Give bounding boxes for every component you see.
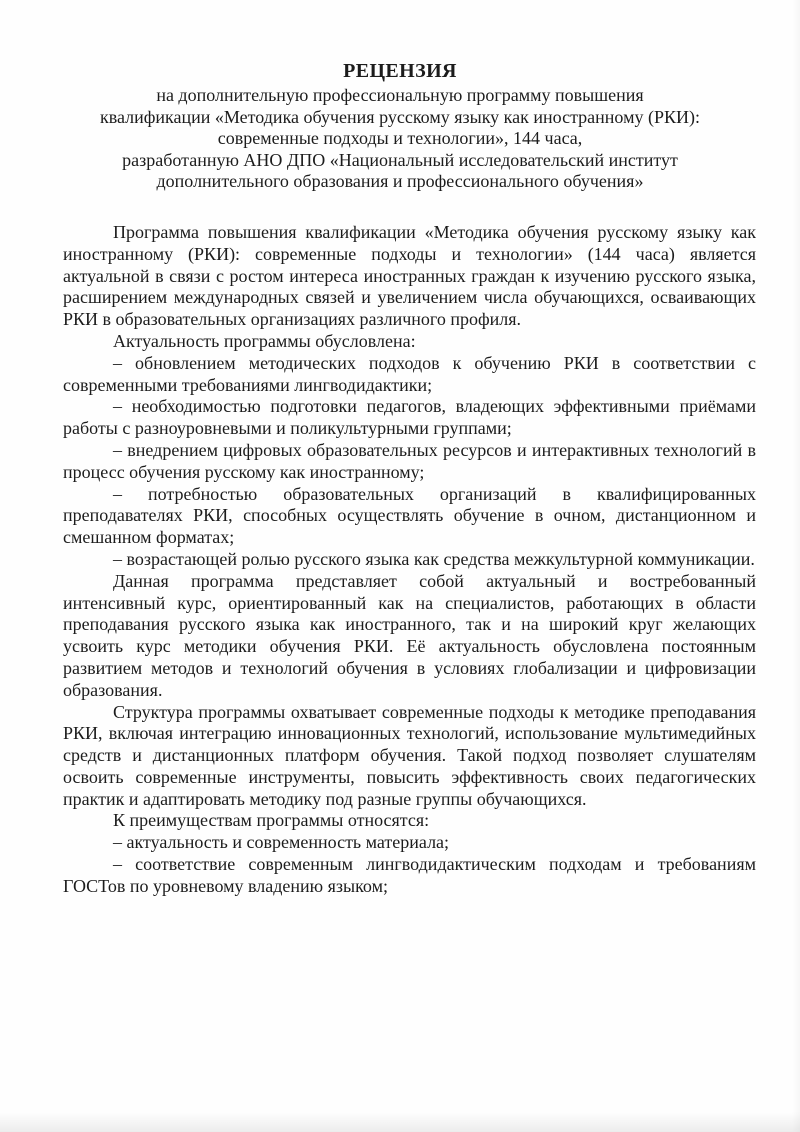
bullet-paragraph-teacher-training: – необходимостью подготовки педагогов, владеющих эффективными приёмами работы с разноуровневыми и поликультурными группами; <box>63 396 756 439</box>
bullet-paragraph-gost-compliance: – соответствие современным лингводидактическим подходам и требованиям ГОСТов по уровневому владению языком; <box>63 854 756 896</box>
document-title: РЕЦЕНЗИЯ <box>343 60 457 82</box>
paragraph-advantages-heading: К преимуществам программы относятся: <box>113 810 430 831</box>
paragraph-relevance-heading: Актуальность программы обусловлена: <box>113 330 416 351</box>
paragraph-program-description: Данная программа представляет собой актуальный и востребованный интенсивный курс, ориентированный как на специалистов, работающих в области преподавания русского языка как иностранного, так и на широкий круг желающих усвоить курс методики обучения РКИ. Её актуальность обусловлена постоянным развитием методов и технологий обучения в условиях глобализации и цифровизации образования. <box>63 570 756 700</box>
subtitle-line: современные подходы и технологии», 144 часа, <box>217 128 583 149</box>
document-body <box>0 222 800 898</box>
subtitle-line: разработанную АНО ДПО «Национальный исследовательский институт <box>122 149 678 170</box>
paragraph-program-structure: Структура программы охватывает современные подходы к методике преподавания РКИ, включая интеграцию инновационных технологий, использование мультимедийных средств и дистанционных платформ обучения. Такой подход позволяет слушателям освоить современные инструменты, повысить эффективность своих педагогических практик и адаптировать методику под разные группы обучающихся. <box>63 701 756 809</box>
subtitle-line: на дополнительную профессиональную программу повышения <box>156 85 644 105</box>
bullet-paragraph-digital-resources: – внедрением цифровых образовательных ресурсов и интерактивных технологий в процесс обучения русскому как иностранному; <box>63 439 756 482</box>
bullet-paragraph-relevance-of-material: – актуальность и современность материала; <box>113 832 450 853</box>
document-subtitle <box>0 85 800 193</box>
bullet-paragraph-methodology-update: – обновлением методических подходов к обучению РКИ в соответствии с современными требованиями лингводидактики; <box>63 352 756 395</box>
paragraph-intro: Программа повышения квалификации «Методика обучения русскому языку как иностранному (РКИ): современные подходы и технологии» (144 часа) является актуальной в связи с ростом интереса иностранных граждан к изучению русского языка, расширением международных связей и увеличением числа обучающихся, осваивающих РКИ в образовательных организациях различного профиля. <box>63 221 756 330</box>
bullet-paragraph-organizations-need: – потребностью образовательных организаций в квалифицированных преподавателях РКИ, способных осуществлять обучение в очном, дистанционном и смешанном форматах; <box>63 483 756 548</box>
page-bottom-shadow <box>0 1112 800 1132</box>
document-header <box>0 0 800 193</box>
bullet-paragraph-language-role: – возрастающей ролью русского языка как средства межкультурной коммуникации. <box>113 548 755 569</box>
subtitle-line: квалификации «Методика обучения русскому языку как иностранному (РКИ): <box>99 106 700 127</box>
subtitle-line: дополнительного образования и профессионального обучения» <box>156 171 644 192</box>
